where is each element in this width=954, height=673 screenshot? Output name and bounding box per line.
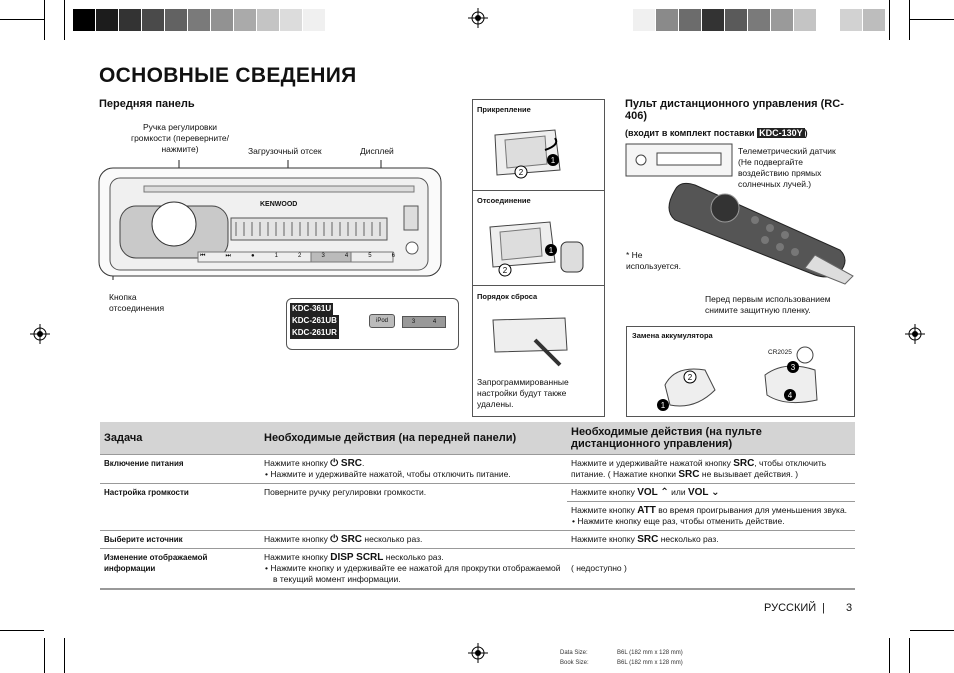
task-cell: Настройка громкости — [100, 484, 260, 531]
attach-illustration — [485, 120, 600, 185]
src-key: ⏻ SRC — [330, 534, 363, 545]
text: Нажмите кнопку — [571, 505, 635, 515]
model-label: KDC-261UR — [292, 328, 337, 337]
color-swatch — [303, 9, 325, 31]
color-swatch — [234, 9, 256, 31]
battery-type: CR2025 — [768, 349, 792, 356]
text: во время проигрывания для уменьшения звука. — [658, 505, 848, 515]
color-swatch — [280, 9, 302, 31]
registration-target-icon — [468, 8, 488, 28]
data-size-label: Data Size: — [560, 650, 588, 656]
text: или — [671, 487, 686, 497]
key-3: 3 — [411, 319, 416, 325]
film-note: Перед первым использованием снимите защитную пленку. — [705, 294, 831, 315]
table-row — [100, 484, 855, 502]
preset-3-button: 3 — [321, 253, 325, 259]
task-cell: Выберите источник — [100, 531, 260, 549]
battery-heading: Замена аккумулятора — [632, 331, 713, 340]
color-swatch — [211, 9, 233, 31]
svg-text:1: 1 — [550, 156, 556, 165]
key-4: 4 — [432, 319, 437, 325]
vol-down-key: VOL ⌄ — [687, 487, 720, 498]
col-header-remote: Необходимые действия (на пульте дистанционного управления) — [567, 422, 855, 455]
text: несколько раз. — [660, 534, 719, 544]
reset-illustration — [485, 310, 600, 370]
footer-separator: | — [822, 602, 825, 614]
svg-text:1: 1 — [548, 246, 554, 255]
table-row: Изменение отображаемой информации Нажмите кнопку DISP SCRL несколько раз. • Нажмите кнопку и удерживайте ее нажатой для прокрутки отображаемой в текущий момент информации. ( недоступно ) — [100, 549, 855, 589]
color-swatch — [633, 9, 655, 31]
color-swatch — [748, 9, 770, 31]
table-row: Нажмите кнопку ATT во время проигрывания для уменьшения звука. • Нажмите кнопку еще раз, чтобы отменить действие. — [100, 502, 855, 531]
table-row — [100, 531, 855, 549]
included-suffix: ) — [804, 128, 808, 138]
prev-track-button: ⏮ — [200, 253, 206, 259]
color-swatch — [771, 9, 793, 31]
head-unit-illustration — [96, 160, 446, 280]
display-label: Дисплей — [360, 146, 394, 156]
color-swatch — [725, 9, 747, 31]
svg-text:3: 3 — [790, 363, 796, 372]
svg-text:2: 2 — [502, 266, 508, 275]
color-swatch — [257, 9, 279, 31]
volume-knob-label: Ручка регулировки громкости (переверните/нажмите) — [130, 122, 229, 154]
remote-heading: Пульт дистанционного управления (RC-406) — [625, 98, 844, 122]
svg-text:4: 4 — [787, 391, 793, 400]
vol-up-key: VOL ⌃ — [637, 487, 669, 498]
reset-heading: Порядок сброса — [477, 292, 538, 301]
text: несколько раз. — [364, 534, 423, 544]
reset-note: Запрограммированные настройки будут также удалены. — [477, 377, 569, 409]
color-swatch — [165, 9, 187, 31]
text: Поверните ручку регулировки громкости. — [260, 484, 567, 531]
detach-illustration — [485, 212, 600, 282]
color-swatch — [96, 9, 118, 31]
battery-illustration — [655, 345, 850, 415]
head-unit-sensor-illustration — [625, 143, 735, 179]
bullet-text: Нажмите кнопку и удерживайте ее нажатой для прокрутки отображаемой в текущий момент информации. — [270, 563, 561, 584]
preset-6-button: 6 — [391, 253, 395, 259]
registration-target-icon — [905, 324, 925, 344]
included-prefix: (входит в комплект поставки — [625, 128, 755, 138]
book-size-label: Book Size: — [560, 660, 589, 666]
text: Нажмите кнопку — [571, 534, 635, 544]
text: , чтобы отключить питание. ( Нажатие кнопки — [571, 458, 827, 479]
table-row: Включение питания Нажмите кнопку ⏻ SRC. • Нажмите и удерживайте нажатой, чтобы отключить питание. Нажмите и удерживайте нажатой кнопку SRC, чтобы отключить питание. ( Нажатие кнопки SRC не вызывает действия. ) — [100, 455, 855, 484]
ipod-key: iPod — [369, 314, 395, 328]
task-cell: Включение питания — [100, 455, 260, 484]
att-key: ATT — [637, 505, 656, 516]
included-model: KDC-130Y — [759, 128, 803, 138]
svg-text:1: 1 — [660, 401, 666, 410]
src-key: SRC — [733, 458, 755, 469]
page-number: 3 — [846, 602, 853, 614]
preset-2-button: 2 — [298, 253, 302, 259]
task-cell: Изменение отображаемой информации — [100, 549, 260, 589]
color-swatch — [863, 9, 885, 31]
color-swatch — [119, 9, 141, 31]
text: Нажмите кнопку — [571, 487, 635, 497]
color-swatch — [656, 9, 678, 31]
disp-scrl-key: DISP SCRL — [330, 552, 384, 563]
attach-heading: Прикрепление — [477, 105, 531, 114]
src-key: SRC — [637, 534, 659, 545]
task-table — [100, 422, 855, 589]
bullet-text: Нажмите кнопку еще раз, чтобы отменить действие. — [577, 516, 785, 526]
svg-text:2: 2 — [687, 373, 693, 382]
text: Нажмите и удерживайте нажатой кнопку — [571, 458, 731, 468]
text: Нажмите кнопку — [264, 458, 328, 468]
next-track-button: ⏭ — [225, 253, 231, 259]
language-label: РУССКИЙ — [764, 602, 817, 614]
model-label: KDC-361U — [292, 304, 332, 313]
bullet-text: Нажмите и удерживайте нажатой, чтобы отключить питание. — [270, 469, 511, 479]
svg-text:2: 2 — [518, 168, 524, 177]
color-swatch — [840, 9, 862, 31]
book-size-value: B6L (182 mm x 128 mm) — [617, 660, 683, 666]
src-key: SRC — [678, 469, 700, 480]
slot-label: Загрузочный отсек — [248, 146, 322, 156]
data-size-value: B6L (182 mm x 128 mm) — [617, 650, 683, 656]
color-swatch — [794, 9, 816, 31]
preset-4-button: 4 — [344, 253, 349, 259]
col-header-panel: Необходимые действия (на передней панели) — [260, 422, 567, 455]
color-swatch — [817, 9, 839, 31]
detach-heading: Отсоединение — [477, 196, 531, 205]
preset-1-button: 1 — [274, 253, 278, 259]
text: ( недоступно ) — [567, 549, 855, 589]
registration-target-icon — [468, 643, 488, 663]
page-title: ОСНОВНЫЕ СВЕДЕНИЯ — [99, 64, 357, 87]
col-header-task: Задача — [100, 422, 260, 455]
color-swatch — [73, 9, 95, 31]
color-swatch — [188, 9, 210, 31]
mode-button: ● — [250, 253, 255, 259]
text: . — [362, 458, 365, 468]
color-swatch — [702, 9, 724, 31]
text: Нажмите кнопку — [264, 552, 328, 562]
brand-label: KENWOOD — [260, 201, 298, 208]
text: Нажмите кнопку — [264, 534, 328, 544]
model-label: KDC-261UB — [292, 316, 337, 325]
front-panel-heading: Передняя панель — [99, 98, 195, 110]
sensor-note: Телеметрический датчик (Не подвергайте воздействию прямых солнечных лучей.) — [738, 146, 836, 189]
color-swatch — [679, 9, 701, 31]
src-key: ⏻ SRC — [330, 458, 363, 469]
preset-5-button: 5 — [368, 253, 372, 259]
color-swatch — [142, 9, 164, 31]
not-used-note: * Не используется. — [626, 250, 681, 271]
text: не вызывает действия. ) — [701, 469, 799, 479]
text: несколько раз. — [385, 552, 444, 562]
detach-button-label: Кнопка отсоединения — [109, 292, 165, 313]
registration-target-icon — [30, 324, 50, 344]
